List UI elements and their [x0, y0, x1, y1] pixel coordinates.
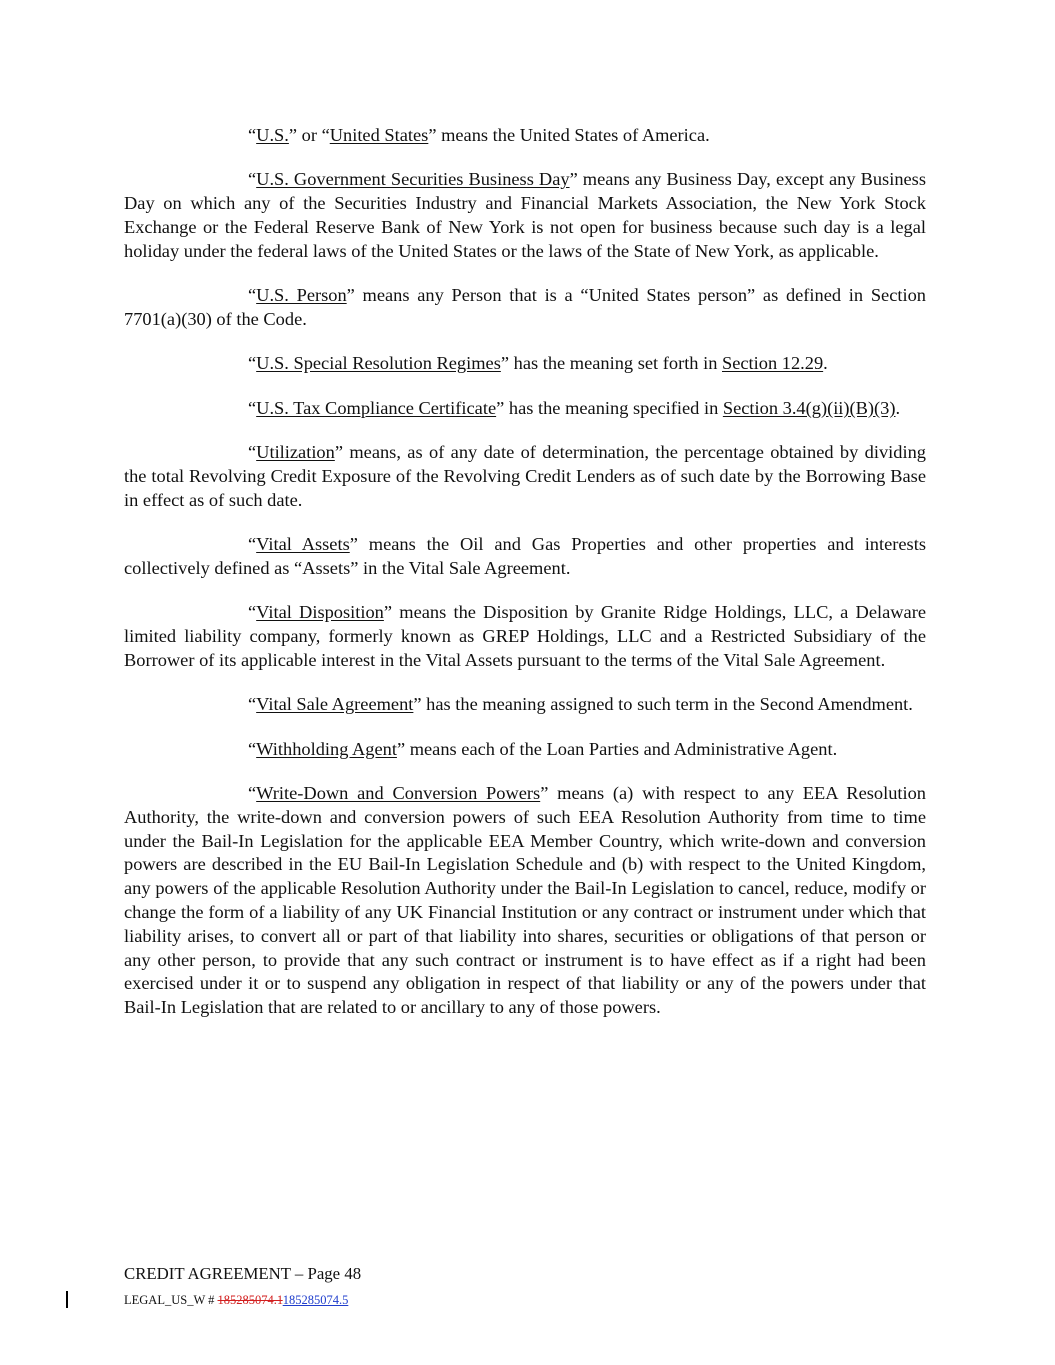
definition-text: ” means, as of any date of determination, the percentage obtained by dividing the total Revolving Credit Exposure of the Revolving Credit Lenders as of such date by the Borrowing Base in effect as of such date. [124, 442, 926, 510]
definition-text: “ [248, 169, 257, 190]
page-footer [124, 1264, 361, 1309]
definition-text: “ [248, 534, 257, 555]
defined-term: Section 12.29 [722, 353, 824, 374]
defined-term: U.S. [256, 125, 289, 145]
definition-text: . [823, 353, 828, 374]
definition-text: “ [248, 694, 257, 715]
defined-term: Write-Down and Conversion Powers [256, 783, 541, 804]
defined-term: U.S. Tax Compliance Certificate [256, 397, 497, 418]
definition-text: ” has the meaning set forth in [500, 353, 722, 374]
definition-text: . [895, 397, 901, 418]
definition-write-down-and-conversion-powers [124, 782, 926, 1020]
inserted-document-number: 185285074.5 [282, 1293, 349, 1307]
footer-title: CREDIT AGREEMENT – Page 48 [124, 1264, 362, 1283]
definition-text: ” or “ [288, 125, 330, 145]
defined-term: U.S. Person [256, 285, 347, 306]
definition-text: “ [248, 738, 257, 759]
definition-text: “ [248, 783, 257, 804]
document-id-prefix: LEGAL_US_W # [124, 1293, 218, 1307]
definition-text: ” means (a) with respect to any EEA Resolution Authority, the write-down and conversion powers of such EEA Resolution Authority from time to time under the Bail-In Legislation for the applicable EEA Member Country, which write-down and conversion powers are described in the EU Bail-In Legislation Schedule and (b) with respect to the United Kingdom, any powers of the applicable Resolution Authority under the Bail-In Legislation to cancel, reduce, modify or change the form of a liability of any UK Financial Institution or any contract or instrument under which that liability arises, to convert all or part of that liability into shares, securities or obligations of that person or any other person, to provide that any such contract or instrument is to have effect as if a right had been exercised under it or to suspend any obligation in respect of that liability or any of the powers under that Bail-In Legislation that are related to or ancillary to any of those powers. [124, 783, 926, 1018]
definition-utilization [124, 441, 926, 512]
definition-text: ” has the meaning specified in [496, 397, 723, 418]
definition-text: ” means each of the Loan Parties and Administrative Agent. [396, 738, 838, 759]
definition-text: ” means any Person that is a “United States person” as defined in Section 7701(a)(30) of the Code. [124, 285, 926, 329]
definition-withholding-agent [124, 738, 926, 762]
definition-text: ” means the Disposition by Granite Ridge Holdings, LLC, a Delaware limited liability company, formerly known as GREP Holdings, LLC and a Restricted Subsidiary of the Borrower of its applicable interest in the Vital Assets pursuant to the terms of the Vital Sale Agreement. [124, 602, 926, 670]
definition-us-special-resolution-regimes [124, 352, 926, 376]
defined-term: Vital Assets [256, 534, 350, 555]
defined-term: Vital Disposition [256, 602, 384, 623]
definition-us-government-securities-business-day [124, 168, 926, 263]
document-body [124, 124, 926, 1041]
definition-text: ” has the meaning assigned to such term in the Second Amendment. [413, 694, 913, 715]
definition-text: “ [248, 442, 257, 463]
definition-us [124, 124, 926, 148]
change-bar [66, 1291, 68, 1308]
definition-us-tax-compliance-certificate [124, 397, 926, 421]
definition-vital-disposition [124, 601, 926, 672]
definition-vital-sale-agreement [124, 693, 926, 717]
defined-term: U.S. Government Securities Business Day [256, 169, 570, 190]
definition-text: “ [248, 125, 257, 145]
defined-term: Withholding Agent [256, 738, 397, 759]
definition-text: “ [248, 353, 257, 374]
definition-text: “ [248, 397, 257, 418]
definition-vital-assets [124, 533, 926, 581]
document-id [124, 1291, 361, 1309]
defined-term: Vital Sale Agreement [256, 694, 414, 715]
definition-text: ” means the United States of America. [428, 125, 710, 145]
defined-term: United States [329, 125, 429, 145]
defined-term: Section 3.4(g)(ii)(B)(3) [722, 397, 896, 418]
defined-term: Utilization [256, 442, 335, 463]
deleted-document-number: 185285074.1 [217, 1293, 283, 1307]
definition-us-person [124, 284, 926, 332]
definition-text: ” means the Oil and Gas Properties and other properties and interests collectively defined as “Assets” in the Vital Sale Agreement. [124, 534, 926, 578]
definition-text: “ [248, 285, 257, 306]
definition-text: ” means any Business Day, except any Business Day on which any of the Securities Industry and Financial Markets Association, the New York Stock Exchange or the Federal Reserve Bank of New York is not open for business because such day is a legal holiday under the federal laws of the United States or the laws of the State of New York, as applicable. [124, 169, 926, 261]
definition-text: “ [248, 602, 257, 623]
defined-term: U.S. Special Resolution Regimes [256, 353, 501, 374]
